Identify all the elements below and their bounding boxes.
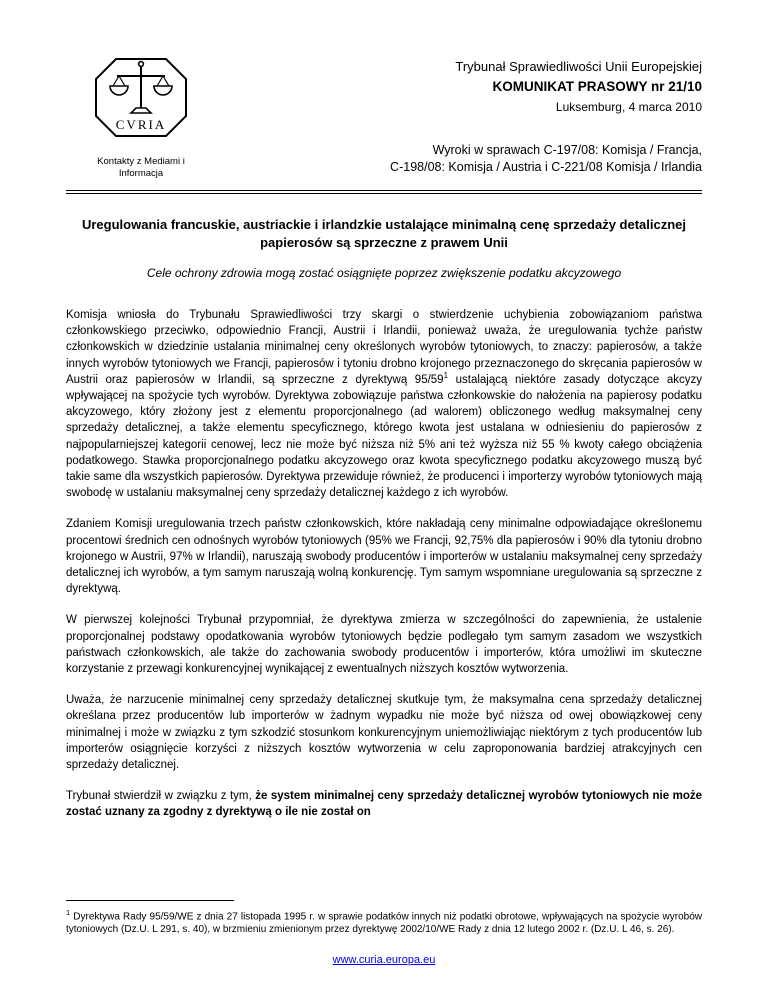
body-paragraph-4: Uważa, że narzucenie minimalnej ceny sprzedaży detalicznej skutkuje tym, że maksymalna cena sprzedaży detalicznej określana przez producentów lub importerów w żadnym wypadku nie może być niższa od owej obowiązkowej ceny minimalnej i może w związku z tym szkodzić stosunkom konkurencyjnym uniemożliwiając niektórym z tych producentów lub importerów osiągnięcie korzyści z niższych kosztów wytworzenia w celu zaproponowania bardziej atrakcyjnych cen sprzedaży detalicznej. <box>66 694 702 772</box>
body-paragraph-5 <box>66 788 702 820</box>
header-right-block <box>216 52 702 176</box>
page-bottom <box>66 900 702 968</box>
paragraph-1-text-after-footnote: ustalającą niektóre zasady dotyczące akcyzy wpływającej na spożycie tych wyrobów. Dyrektywa zobowiązuje państwa członkowskie do nałożenia na papierosy podatku akcyzowego, który złożony jest z elementu proporcjonalnego (ad walorem) obliczonego według maksymalnej ceny sprzedaży detalicznej, a także elementu specyficznego, którego kwota jest ustalana w odniesieniu do papierosów z najpopularniejszej kategorii cenowej, lecz nie może być niższa niż 5% ani też wyższa niż 55 % kwoty całego obciążenia podatkowego. Stawka proporcjonalnego podatku akcyzowego oraz kwota specyficznego podatku akcyzowego muszą być takie same dla wszystkich papierosów. Dyrektywa przewiduje również, że producenci i importerzy wyrobów tytoniowych mają swobodę w ustalaniu maksymalnej ceny sprzedaży detalicznej każdego z ich wyrobów. <box>66 373 702 500</box>
paragraph-1-text-before-footnote: Komisja wniosła do Trybunału Sprawiedliwości trzy skargi o stwierdzenie uchybienia zobowiązaniom państwa członkowskiego przeciwko, odpowiednio Francji, Austrii i Irlandii, ponieważ uważa, że uregulowania tychże państw członkowskich w dziedzinie ustalania minimalnej ceny określonych wyrobów tytoniowych, to znaczy: papierosów, a także innych wyrobów tytoniowych we Francji, papierosów i tytoniu drobno krojonego przeznaczonego do skręcania papierosów w Austrii oraz papierosów w Irlandii, są sprzeczne z dyrektywą 95/59 <box>66 309 702 386</box>
body-paragraph-3: W pierwszej kolejności Trybunał przypomniał, że dyrektywa zmierza w szczególności do zapewnienia, że ustalenie proporcjonalnej podstawy opodatkowania wyrobów tytoniowych będzie podlegało tym samym zasadom we wszystkich państwach członkowskich, ale także do zachowania swobody producentów i importerów, która umożliwi im skuteczne korzystanie z przewagi konkurencyjnej wynikającej z ewentualnych niższych kosztów wytworzenia. <box>66 614 702 676</box>
body-paragraph-1 <box>66 307 702 501</box>
footnote-divider <box>66 900 234 901</box>
document-header <box>66 52 702 180</box>
cases-line-2: C-198/08: Komisja / Austria i C-221/08 Komisja / Irlandia <box>390 160 702 174</box>
footnote-marker: 1 <box>66 907 71 917</box>
footnote-text: Dyrektywa Rady 95/59/WE z dnia 27 listopada 1995 r. w sprawie podatków innych niż podatki obrotowe, wpływających na spożycie wyrobów tytoniowych (Dz.U. L 291, s. 40), w brzmieniu zmienionym przez dyrektywę 2002/10/WE Rady z dnia 12 lutego 2002 r. (Dz.U. L 46, s. 26). <box>66 911 702 935</box>
cases-line-1: Wyroki w sprawach C-197/08: Komisja / Francja, <box>432 143 702 157</box>
dateline: Luksemburg, 4 marca 2010 <box>555 100 702 114</box>
logo-caption-line1: Kontakty z Mediami i <box>97 156 185 167</box>
curia-logo-text: CVRIA <box>115 117 167 132</box>
body-paragraph-2: Zdaniem Komisji uregulowania trzech państw członkowskich, które nakładają ceny minimalne odpowiadające określonemu procentowi średnich cen odnośnych wyrobów tytoniowych (95% we Francji, 92,75% dla papierosów i 90% dla tytoniu drobno krojonego w Austrii, 97% w Irlandii), naruszają swobody producentów i importerów w ustalaniu maksymalnej ceny sprzedaży detalicznej ich wyrobów, a tym samym naruszają wolną konkurencję. Tym samym wspomniane uregulowania są sprzeczne z dyrektywą. <box>66 518 702 596</box>
paragraph-5-bold-text: że system minimalnej ceny sprzedaży detalicznej wyrobów tytoniowych nie może zostać uznany za zgodny z dyrektywą o ile nie został on <box>66 790 702 819</box>
page-footer <box>66 950 702 968</box>
institution-name: Trybunał Sprawiedliwości Unii Europejskiej <box>455 59 702 74</box>
article-title: Uregulowania francuskie, austriackie i irlandzkie ustalające minimalną cenę sprzedaży detalicznej papierosów są sprzeczne z prawem Unii <box>81 217 687 250</box>
curia-website-link[interactable]: www.curia.europa.eu <box>332 954 436 966</box>
scales-of-justice-icon <box>66 52 216 144</box>
curia-logo-block <box>66 52 216 180</box>
logo-caption <box>66 156 216 180</box>
logo-caption-line2: Informacja <box>118 168 164 179</box>
press-release-title: KOMUNIKAT PRASOWY nr 21/10 <box>492 79 702 94</box>
article <box>66 194 702 821</box>
article-body <box>66 307 702 821</box>
cases-block <box>216 142 702 176</box>
footnote-reference: 1 <box>443 370 449 380</box>
paragraph-5-normal-text: Trybunał stwierdził w związku z tym, <box>66 790 256 803</box>
footnote <box>66 906 702 936</box>
article-subtitle: Cele ochrony zdrowia mogą zostać osiągnięte poprzez zwiększenie podatku akcyzowego <box>146 266 622 280</box>
